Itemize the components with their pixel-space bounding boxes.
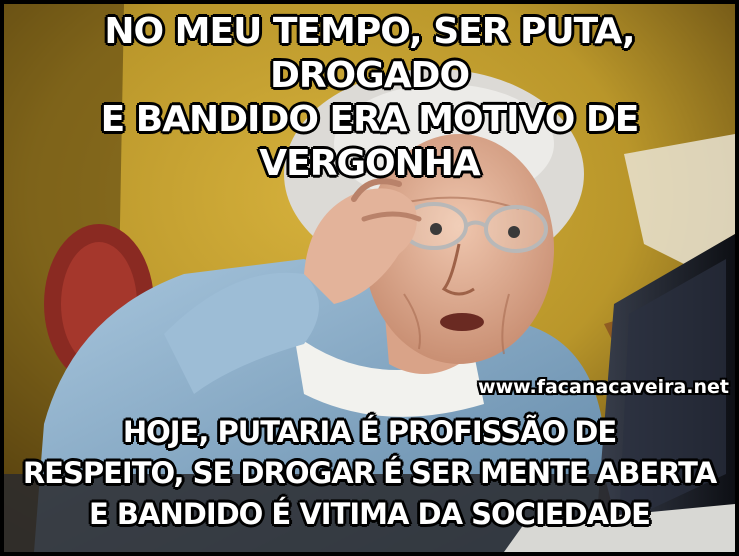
watermark-url: www.facanacaveira.net xyxy=(478,376,729,398)
caption-top-line: E BANDIDO ERA MOTIVO DE VERGONHA xyxy=(100,99,639,184)
caption-bottom-line: RESPEITO, SE DROGAR É SER MENTE ABERTA xyxy=(22,456,717,490)
caption-top xyxy=(4,10,735,186)
caption-bottom xyxy=(4,412,735,535)
mouth xyxy=(440,313,484,331)
caption-bottom-line: HOJE, PUTARIA É PROFISSÃO DE xyxy=(122,415,617,449)
caption-top-line: NO MEU TEMPO, SER PUTA, DROGADO xyxy=(104,11,635,96)
caption-bottom-line: E BANDIDO É VITIMA DA SOCIEDADE xyxy=(89,497,650,531)
